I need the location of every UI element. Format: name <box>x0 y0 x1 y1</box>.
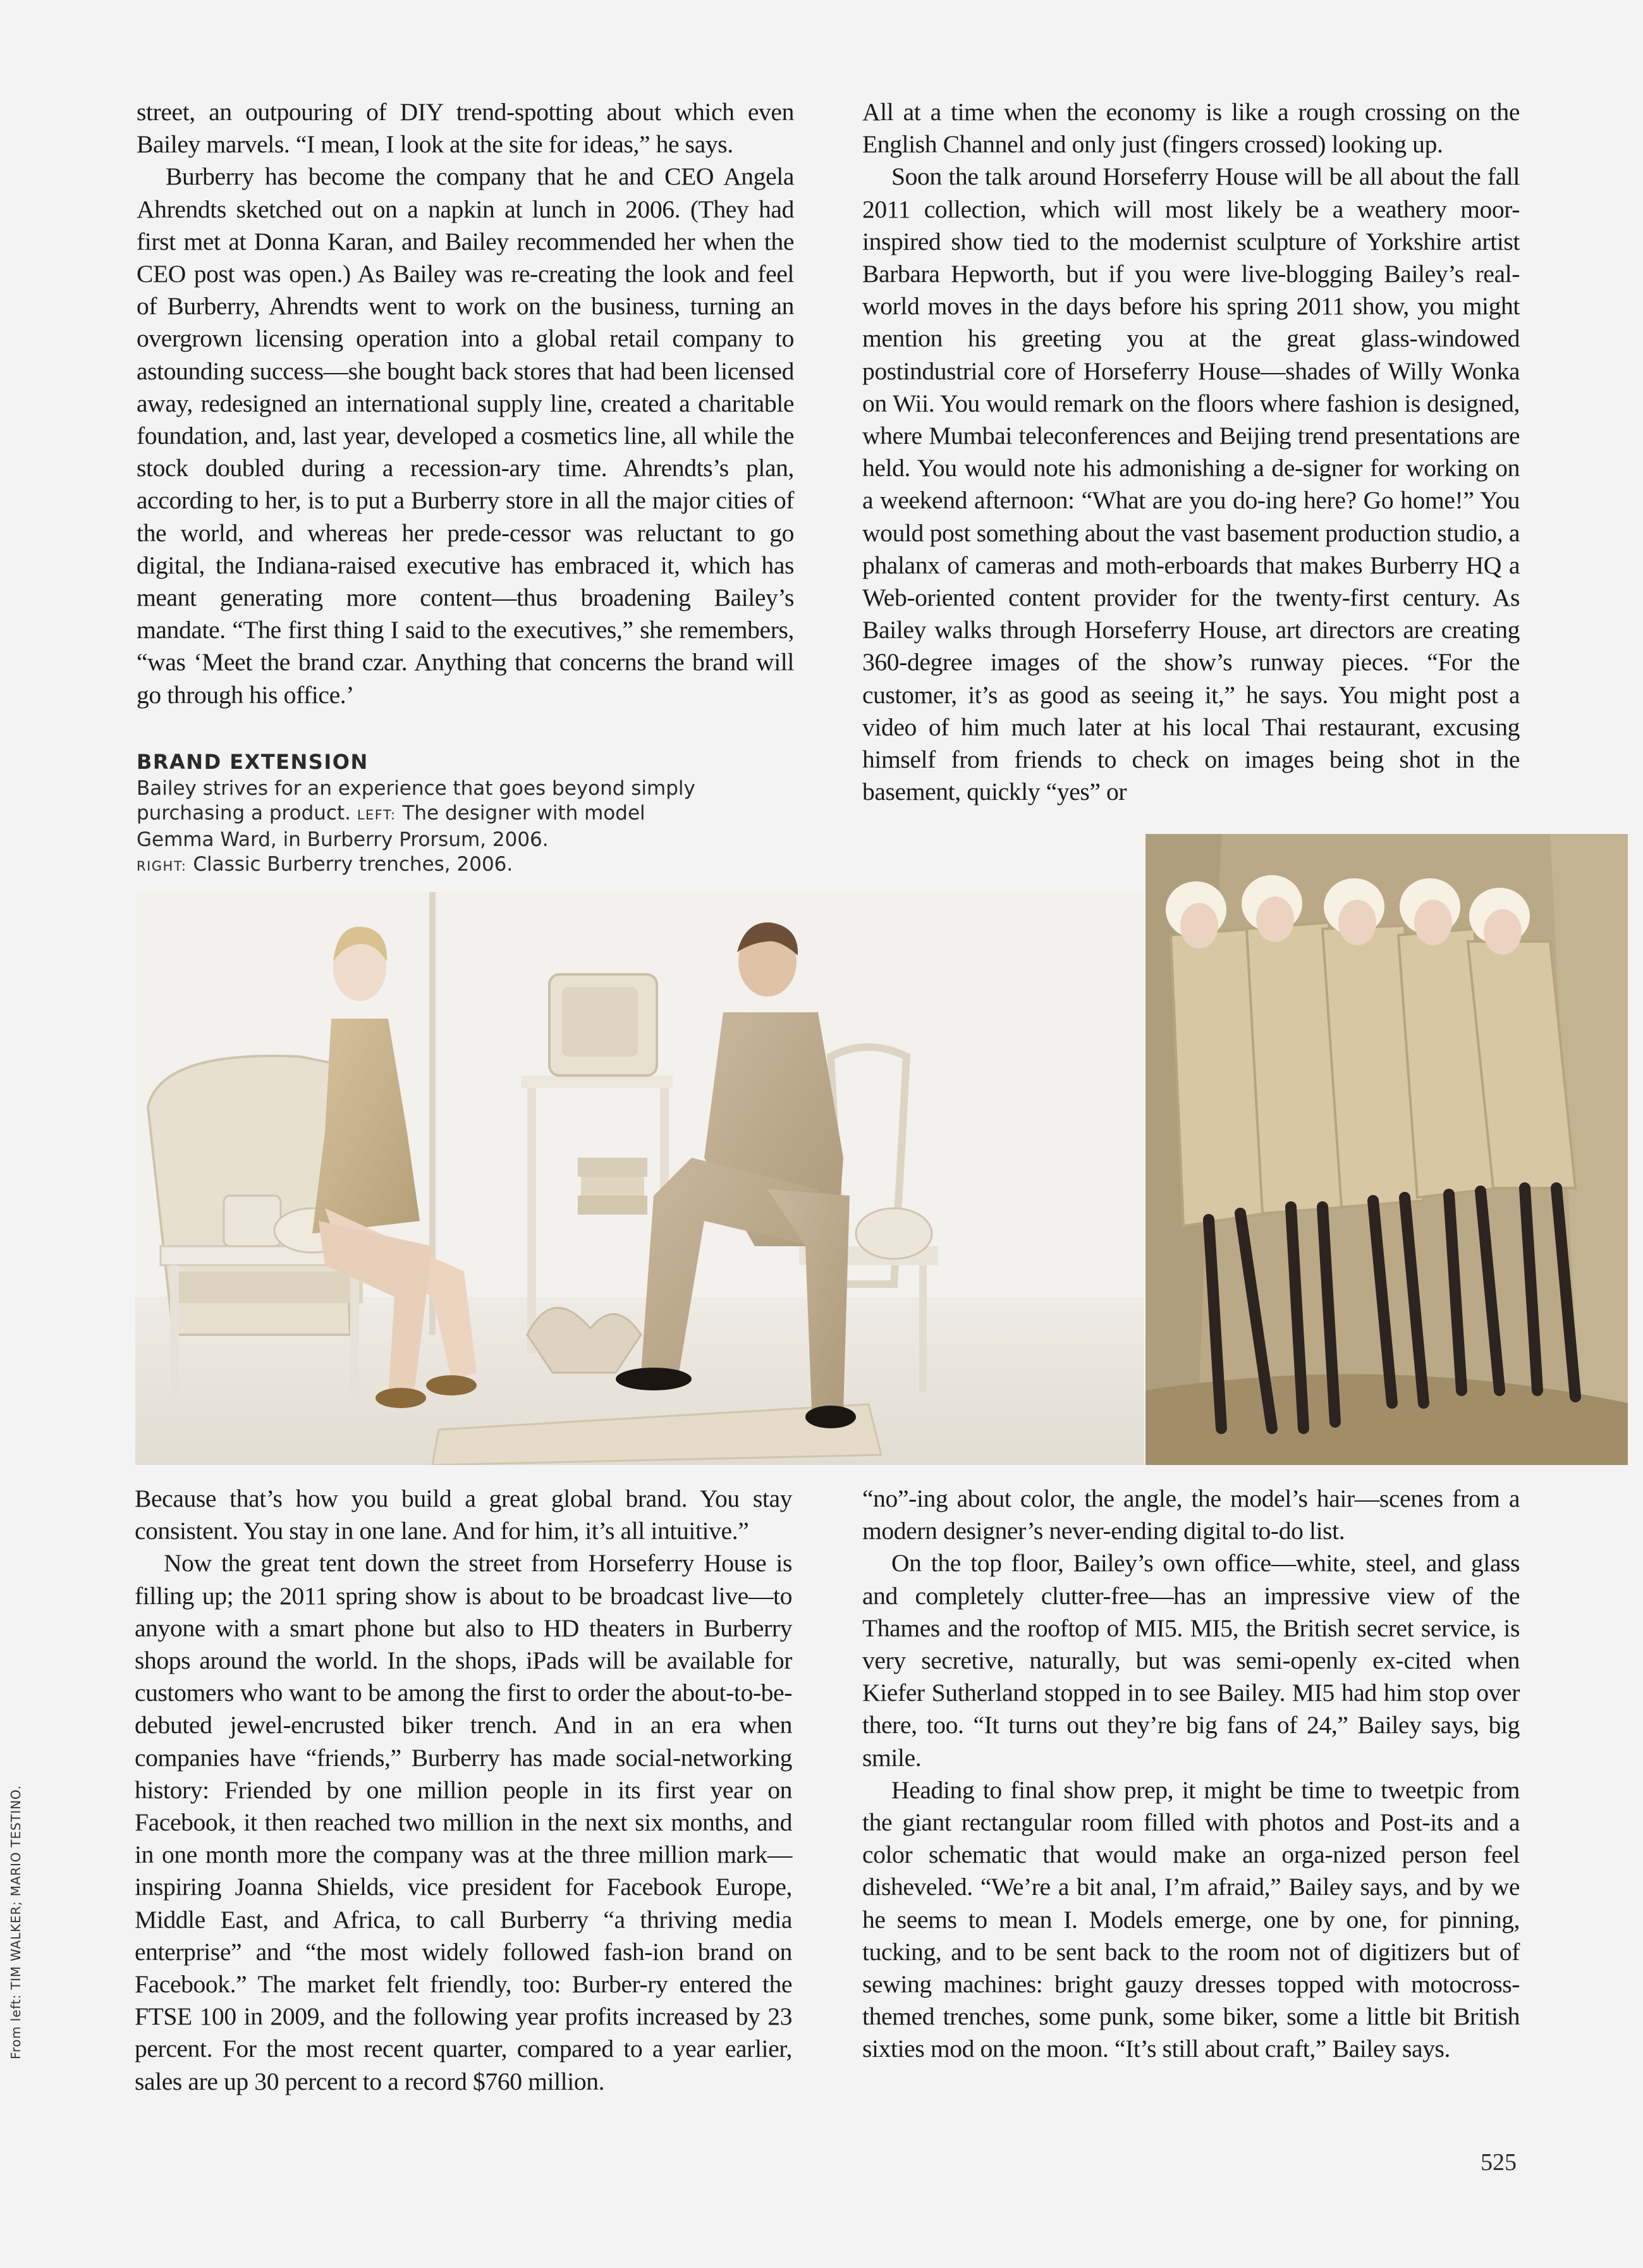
article-paragraph: Heading to final show prep, it might be time to tweetpic from the giant rectangular room filled with photos and Post-its and a color schematic that would make an orga-nized person feel disheveled. “We’re a bit anal, I’m afraid,” Bailey says, and by we he seems to mean I. Models emerge, one by one, for pinning, tucking, and to be sent back to the room not of digitizers but of sewing machines: bright gauzy dresses topped with motocross-themed trenches, some punk, some biker, some a little bit British sixties mod on the moon. “It’s still about craft,” Bailey says. <box>862 1775 1520 2063</box>
article-column-top-right <box>862 96 1520 808</box>
article-paragraph: Burberry has become the company that he and CEO Angela Ahrendts sketched out on a napkin at lunch in 2006. (They had first met at Donna Karan, and Bailey recommended her when the CEO post was open.) As Bailey was re-creating the look and feel of Burberry, Ahrendts went to work on the business, turning an overgrown licensing operation into a global retail company to astounding success—she bought back stores that had been licensed away, redesigned an international supply line, created a charitable foundation, and, last year, developed a cosmetics line, all while the stock doubled during a recession-ary time. Ahrendts’s plan, according to her, is to put a Burberry store in all the major cities of the world, and whereas her prede-cessor was reluctant to go digital, the Indiana-raised executive has embraced it, which has meant generating more content—thus broadening Bailey’s mandate. “The first thing I said to the executives,” she remembers, “was ‘Meet the brand czar. Anything that concerns the brand will go through his office.’ <box>137 162 794 709</box>
article-paragraph: Now the great tent down the street from Horseferry House is filling up; the 2011 spring show is about to be broadcast live—to anyone with a smart phone but also to HD theaters in Burberry shops around the world. In the shops, iPads will be available for customers who want to be among the first to order the about-to-be-debuted jewel-encrusted biker trench. And in an era when companies have “friends,” Burberry has made social-networking history: Friended by one million people in its first year on Facebook, it then reached two million in the next six months, and in one month more the company was at the three million mark—inspiring Joanna Shields, vice president for Facebook Europe, Middle East, and Africa, to call Burberry “a thriving media enterprise” and “the most widely followed fash-ion brand on Facebook.” The market felt friendly, too: Burber-ry entered the FTSE 100 in 2009, and the following year profits increased by 23 percent. For the most recent quarter, compared to a year earlier, sales are up 30 percent to a record $760 million. <box>135 1549 792 2095</box>
article-column-top-left <box>137 96 794 711</box>
article-paragraph: “no”-ing about color, the angle, the model’s hair—scenes from a modern designer’s never-ending digital to-do list. <box>862 1485 1520 1545</box>
photo-designer-and-model-illustration <box>135 892 1144 1465</box>
article-paragraph: street, an outpouring of DIY trend-spotting about which even Bailey marvels. “I mean, I look at the site for ideas,” he says. <box>137 98 794 159</box>
article-paragraph: Because that’s how you build a great global brand. You stay consistent. You stay in one lane. And for him, it’s all intuitive.” <box>135 1485 792 1545</box>
article-column-bottom-right <box>862 1483 1520 2066</box>
caption-text: The designer with model Gemma Ward, in Burberry Prorsum, 2006. <box>137 802 645 851</box>
photo-burberry-trenches <box>1145 834 1628 1465</box>
caption-left-label: LEFT: <box>357 807 396 823</box>
photo-credit: From left: TIM WALKER; MARIO TESTINO. <box>8 1785 23 2059</box>
caption-text: Classic Burberry trenches, 2006. <box>193 853 513 876</box>
article-paragraph: All at a time when the economy is like a rough crossing on the English Channel and only just (fingers crossed) looking up. <box>862 98 1520 159</box>
caption-heading: BRAND EXTENSION <box>137 750 369 774</box>
page-number: 525 <box>1481 2149 1517 2176</box>
caption-body <box>137 776 705 879</box>
photo-designer-and-model <box>135 892 1144 1465</box>
caption-text: Bailey strives for an experience that goes beyond simply purchasing a product. <box>137 777 695 824</box>
caption-right-label: RIGHT: <box>137 859 187 874</box>
article-column-bottom-left <box>135 1483 792 2098</box>
article-paragraph: Soon the talk around Horseferry House will be all about the fall 2011 collection, which will most likely be a weathery moor-inspired show tied to the modernist sculpture of Yorkshire artist Barbara Hepworth, but if you were live-blogging Bailey’s real-world moves in the days before his spring 2011 show, you might mention his greeting you at the great glass-windowed postindustrial core of Horseferry House—shades of Willy Wonka on Wii. You would remark on the floors where fashion is designed, where Mumbai teleconferences and Beijing trend presentations are held. You would note his admonishing a de-signer for working on a weekend afternoon: “What are you do-ing here? Go home!” You would post something about the vast basement production studio, a phalanx of cameras and moth-erboards that makes Burberry HQ a Web-oriented content provider for the twenty-first century. As Bailey walks through Horseferry House, art directors are creating 360-degree images of the show’s runway pieces. “For the customer, it’s as good as seeing it,” he says. You might post a video of him much later at his local Thai restaurant, excusing himself from friends to check on images being shot in the basement, quickly “yes” or <box>862 162 1520 806</box>
photo-caption <box>137 747 705 879</box>
photo-burberry-trenches-illustration <box>1145 834 1628 1465</box>
article-paragraph: On the top floor, Bailey’s own office—white, steel, and glass and completely clutter-free—has an impressive view of the Thames and the rooftop of MI5. MI5, the British secret service, is very secretive, naturally, but was semi-openly ex-cited when Kiefer Sutherland stopped in to see Bailey. MI5 had him stop over there, too. “It turns out they’re big fans of 24,” Bailey says, big smile. <box>862 1549 1520 1772</box>
